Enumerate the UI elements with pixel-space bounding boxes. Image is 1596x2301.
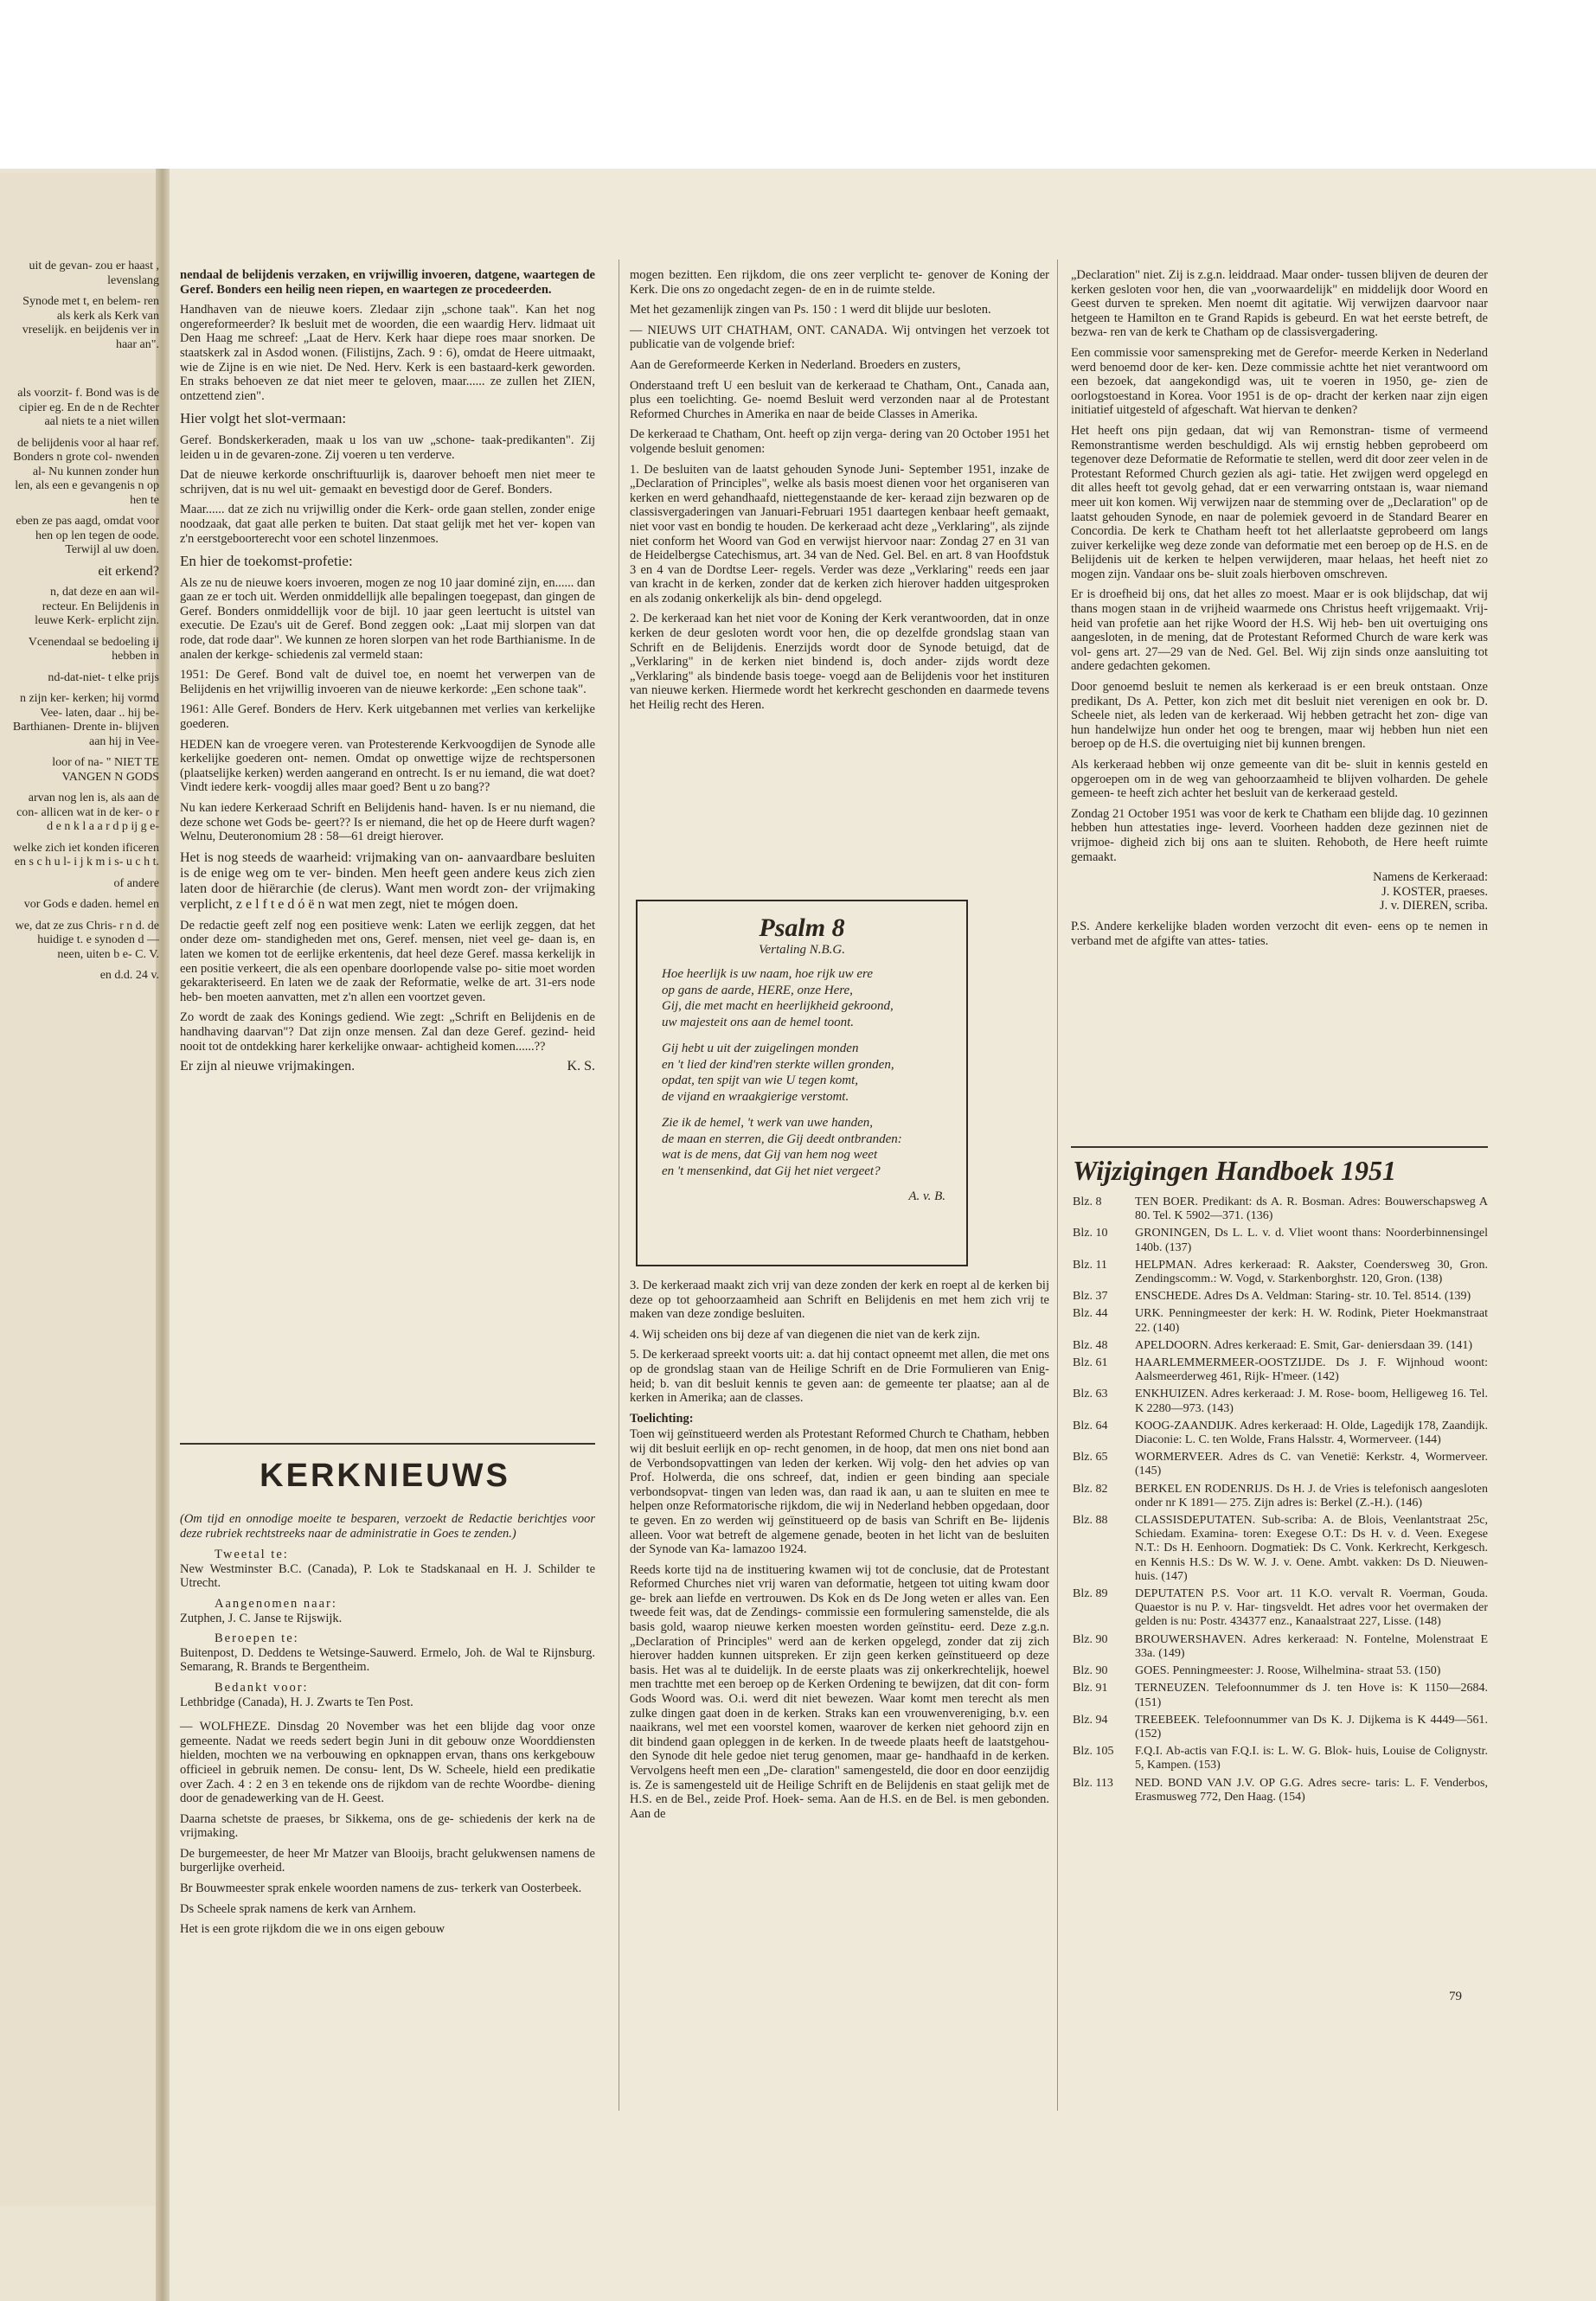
page-ref: Blz. 64: [1073, 1419, 1108, 1433]
paragraph: 3. De kerkeraad maakt zich vrij van deze zonden der kerk en roept al de kerken bij deze op tot gehoorzaamheid aan Schrift en Belijdenis en met hem zich vrij te maken van deze zondige besluiten.: [630, 1279, 1049, 1322]
signature-line: J. v. DIEREN, scriba.: [1379, 899, 1488, 913]
fragment: we, dat ze zus Chris- r n d. de huidige t. e synoden d — neen, uiten b e- C. V.: [15, 919, 159, 961]
psalm-title: Psalm 8: [759, 913, 845, 942]
paragraph: — WOLFHEZE. Dinsdag 20 November was het een blijde dag voor onze gemeente. Nadat we reeds sedert begin Juni in dit gebouw onze Woorddiensten hielden, mochten we na verbouwing en opknappen ervan, thans ons kerkgebouw officieel in gebruik nemen. De consu- lent, Ds W. Scheele, hield een predikatie over Zach. 4 : 2 en 3 en tekende ons de rijkdom van de rechte Woordbe- diening door de genadewerking van de H. Geest.: [180, 1720, 595, 1806]
fragment: arvan nog len is, als aan de con- allicen wat in de ker- o r d e n k l a a r d p ij g e-: [16, 792, 159, 833]
paragraph: „Declaration" niet. Zij is z.g.n. leiddraad. Maar onder- tussen blijven de deuren der kerken gesloten voor hen, die van „voorwaardelijk" en middelijk door Woord en Geest durven te spreken. Men noemt dit agitatie. Wij verwijzen daarvoor naar hetgeen te Hamilton en te Grand Rapids is gebeurd. En wat het eerste betreft, de bezwa- ren van de kerk te Chatham op de classisvergadering.: [1071, 268, 1488, 340]
list-item: [1073, 1514, 1488, 1584]
paragraph: Handhaven van de nieuwe koers. Zledaar zijn „schone taak". Kan het nog ongereformeerder? Ik besluit met de woorden, die een waardig Herv. lidmaat uit Den Haag me schreef: „Laat de Herv. Kerk haar diepe roes maar snorken. De staatskerk zal in Asdod wonen. (Filistijns, Zach. 9 : 6), omdat de Heere uitmaakt, wie de Zijne is en wie niet. De Ned. Herv. Kerk is een bastaard-kerk geworden. En straks behoeven ze dat niet meer te geloven, maar...... ze zullen het ZIEN, ontzettend zien".: [180, 303, 595, 403]
page-ref: Blz. 91: [1073, 1682, 1108, 1695]
list-item: [1073, 1339, 1488, 1353]
page-ref: Blz. 90: [1073, 1632, 1108, 1646]
paragraph: Zo wordt de zaak des Konings gediend. Wie zegt: „Schrift en Belijdenis en de handhaving daarvan"? Dat zijn onze mensen. Zal dan deze Geref. gezind- heid nooit tot de ontdekking harer kerkelijke onwaar- achtigheid komen......??: [180, 1010, 595, 1054]
page-ref: Blz. 8: [1073, 1195, 1102, 1208]
section-body: Buitenpost, D. Deddens te Wetsinge-Sauwerd. Ermelo, Joh. de Wal te Rijnsburg. Semarang, R. Brands te Bergentheim.: [180, 1645, 595, 1675]
section-body: Zutphen, J. C. Janse te Rijswijk.: [180, 1611, 343, 1625]
paragraph: Het is een grote rijkdom die we in ons eigen gebouw: [180, 1922, 445, 1937]
psalm-stanza: [662, 1041, 966, 1105]
entry-text: APELDOORN. Adres kerkeraad: E. Smit, Gar- deniersdaan 39. (141): [1135, 1338, 1473, 1352]
left-page-fragments: [12, 260, 159, 990]
paragraph: 5. De kerkeraad spreekt voorts uit: a. dat hij contact opneemt met allen, die met ons op de grondslag staan van de Heilige Schrift en de Drie Formulieren van Enig- heid; b. van dit besluit kennis te geven aan: de gemeente ter plaatse; aan al de kerken in Amerika; aan de classes.: [630, 1348, 1049, 1406]
entry-text: ENSCHEDE. Adres Ds A. Veldman: Staring- str. 10. Tel. 8514. (139): [1135, 1290, 1471, 1304]
psalm-line: en 't lied der kind'ren sterkte willen gronden,: [662, 1057, 894, 1072]
paragraph: — NIEUWS UIT CHATHAM, ONT. CANADA. Wij ontvingen het verzoek tot publicatie van de volgende brief:: [630, 323, 1049, 352]
section-head: Beroepen te:: [215, 1631, 299, 1646]
psalm-line: en 't mensenkind, dat Gij het niet vergeet?: [662, 1163, 881, 1178]
paragraph: 4. Wij scheiden ons bij deze af van diegenen die niet van de kerk zijn.: [630, 1327, 981, 1342]
column-2-continued: [630, 1279, 1049, 1827]
list-item: [1073, 1307, 1488, 1335]
list-item: [1073, 1420, 1488, 1447]
column-1: [180, 268, 595, 1080]
signature-line: Namens de Kerkeraad:: [1373, 870, 1488, 885]
entry-text: KOOG-ZAANDIJK. Adres kerkeraad: H. Olde, Lagedijk 178, Zaandijk. Diaconie: L. C. ten Wolde, Frans Halsstr. 4, Wormerveer. (144): [1135, 1419, 1488, 1447]
closing-signature: K. S.: [567, 1059, 595, 1074]
entry-text: NED. BOND VAN J.V. OP G.G. Adres secre- taris: L. F. Venderbos, Erasmusweg 772, Den Haag. (154): [1135, 1776, 1488, 1804]
fragment: als voorzit- f. Bond was is de cipier eg. En de n de Rechter aal niets te a niet willen: [17, 387, 159, 428]
page-ref: Blz. 10: [1073, 1227, 1108, 1240]
page-ref: Blz. 61: [1073, 1356, 1108, 1370]
psalm-line: Gij hebt u uit der zuigelingen monden: [662, 1042, 859, 1055]
page-ref: Blz. 65: [1073, 1451, 1108, 1465]
entry-text: DEPUTATEN P.S. Voor art. 11 K.O. vervalt R. Voerman, Gouda. Quaestor is nu P. v. Har- tingsveldt. Het adres voor het overmaken der gelden is nu: Postr. 434377 enz., Kanaalstraat 227, Lisse. (148): [1135, 1587, 1488, 1629]
paragraph: 1961: Alle Geref. Bonders de Herv. Kerk uitgebannen met verlies van kerkelijke goederen.: [180, 702, 595, 732]
psalm-line: de maan en sterren, die Gij deedt ontbranden:: [662, 1131, 902, 1146]
fragment: of andere: [113, 876, 159, 890]
paragraph: Onderstaand treft U een besluit van de kerkeraad te Chatham, Ont., Canada aan, plus een toelichting. Ge- noemd Besluit werd verzonden naar al de Protestant Reformed Churches in Amerika en naar de beide Classes in Amerika.: [630, 378, 1049, 421]
kerknieuws-column: [180, 1512, 595, 1943]
paragraph: Door genoemd besluit te nemen als kerkeraad is er een breuk ontstaan. Onze predikant, Ds A. Petter, kon zich met dit besluit niet verenigen en ook br. D. Scheele niet, als leden van de kerkeraad. Wij hebben getracht het zon- dige van hun handelwijze hun onder het oog te brengen, maar wij hebben hun niet een beroep op de H.S. die overtuiging niet bij kunnen brengen.: [1071, 680, 1488, 752]
psalm-line: Zie ik de hemel, 't werk van uwe handen,: [662, 1116, 873, 1130]
paragraph: mogen bezitten. Een rijkdom, die ons zeer verplicht te- genover de Koning der Kerk. Die ons zo ongedacht zegen- de en in de ruimte stelde.: [630, 268, 1049, 297]
list-item: [1073, 1682, 1488, 1709]
psalm-box: [636, 900, 968, 1266]
column-2: [630, 268, 1049, 719]
psalm-line: Gij, die met macht en heerlijkheid gekroond,: [662, 999, 894, 1013]
paragraph: Daarna schetste de praeses, br Sikkema, ons de ge- schiedenis der kerk na de vrijmaking.: [180, 1811, 595, 1841]
subheading: Toelichting:: [630, 1411, 694, 1426]
page-ref: Blz. 82: [1073, 1482, 1108, 1496]
paragraph: P.S. Andere kerkelijke bladen worden verzocht dit even- eens op te nemen in verband met de afgifte van attes- taties.: [1071, 919, 1488, 948]
paragraph: Nu kan iedere Kerkeraad Schrift en Belijdenis hand- haven. Is er nu niemand, die deze schone wet Gods be- geert?? Is er niemand, die het op de Heere durft wagen? Welnu, Deuteronomium 28 : 58—61 dreigt hierover.: [180, 801, 595, 844]
fragment: de belijdenis voor al haar ref. Bonders n grote col- nwenden al- Nu kunnen zonder hun len, als een e gevangenis n op hen te: [13, 436, 159, 507]
paragraph: Maar...... dat ze zich nu vrijwillig onder die Kerk- orde gaan stellen, zonder enige noodzaak, dat gaat alle perken te buiten. Dat staat gelijk met het ver- kopen van z'n eerstgeboorterecht voor een schotel linzenmoes.: [180, 503, 595, 546]
entry-text: TEN BOER. Predikant: ds A. R. Bosman. Adres: Bouwerschapsweg A 80. Tel. K 5902—371. (136): [1135, 1195, 1488, 1223]
paragraph: Er is droefheid bij ons, dat het alles zo moest. Maar er is ook blijdschap, dat wij thans mogen staan in de vrijheid waarmede ons Christus heeft vrijgemaakt. Vrij- heid van profetie aan het rijke Woord der H.S. Wij heb- ben uit overtuiging ons aangesloten, in de mening, dat de Protestant Reformed Church de ware kerk was vol- gens art. 27—29 van de Ned. Gel. Bel. Wij zijn sinds onze aansluiting tot andere gedachten gekomen.: [1071, 587, 1488, 674]
closing-text: Er zijn al nieuwe vrijmakingen.: [180, 1059, 356, 1074]
list-item: [1073, 1714, 1488, 1741]
page-ref: Blz. 89: [1073, 1587, 1108, 1601]
psalm-line: Hoe heerlijk is uw naam, hoe rijk uw ere: [662, 967, 873, 981]
entry-text: GOES. Penningmeester: J. Roose, Wilhelmina- straat 53. (150): [1135, 1664, 1441, 1678]
section-head: Bedankt voor:: [215, 1680, 309, 1695]
fragment: eit erkend?: [98, 563, 159, 579]
entry-text: HAARLEMMERMEER-OOSTZIJDE. Ds J. F. Wijnhoud woont: Aalsmeerderweg 461, Rijk- H'meer. (142): [1135, 1356, 1488, 1384]
paragraph: Met het gezamenlijk zingen van Ps. 150 : 1 werd dit blijde uur besloten.: [630, 303, 991, 317]
paragraph: 1951: De Geref. Bond valt de duivel toe, en noemt het verwerpen van de Belijdenis en het vrijwillig invoeren van de nieuwe kerkorde: „Een schone taak".: [180, 668, 595, 696]
section-rule: [180, 1443, 595, 1445]
fragment: Vcenendaal se bedoeling ij hebben in: [28, 635, 159, 663]
page-ref: Blz. 11: [1073, 1258, 1107, 1272]
paragraph: Als kerkeraad hebben wij onze gemeente van dit be- sluit in kennis gesteld en opgeroepen om in de weg van gehoorzaamheid te blijven volharden. De gehele gemeen- te heeft zich achter het besluit van de kerkeraad gesteld.: [1071, 758, 1488, 801]
psalm-line: uw majesteit ons aan de hemel toont.: [662, 1015, 855, 1029]
page-ref: Blz. 37: [1073, 1290, 1108, 1304]
list-item: [1073, 1356, 1488, 1384]
psalm-subtitle: Vertaling N.B.G.: [759, 943, 845, 957]
paragraph: Als ze nu de nieuwe koers invoeren, mogen ze nog 10 jaar dominé zijn, en...... dan gaan ze er toch uit. Werden onmiddellijk alle bepalingen toegepast, dan gingen de Geref. Bonders onmiddellijk voor de bijl. 10 jaar geen leertucht is uitstel van executie. De Ezau's uit de Geref. Bond zeggen ook: „Laat mij slorpen van dat rode, dat rode daar". We kunnen ze horen slorpen van het rode Barthianisme. In de analen der kerkge- schiedenis zal vermeld staan:: [180, 575, 595, 662]
page-ref: Blz. 88: [1073, 1514, 1108, 1528]
paragraph: nendaal de belijdenis verzaken, en vrijwillig invoeren, datgene, waartegen de Geref. Bonders een heilig neen riepen, en waartegen ze procedeerden.: [180, 268, 595, 297]
entry-text: TERNEUZEN. Telefoonnummer ds J. ten Hove is: K 1150—2684. (151): [1135, 1682, 1488, 1709]
list-item: [1073, 1587, 1488, 1630]
psalm-signature: A. v. B.: [908, 1189, 945, 1203]
entry-text: BERKEL EN RODENRIJS. Ds H. J. de Vries is telefonisch aangesloten onder nr K 1891— 275. Zijn adres is: Berkel (Z.-H.). (146): [1135, 1482, 1488, 1509]
kerknieuws-title: KERKNIEUWS: [260, 1458, 510, 1494]
list-item: [1073, 1777, 1488, 1804]
paragraph: HEDEN kan de vroegere veren. van Protesterende Kerkvoogdijen de Synode alle kerkelijke goederen ont- nemen. Omdat op onwettige wijze de rechtspersonen (plaatselijke kerken) werden aangerand en ontrecht. Is er nu iemand, die wat doet? Vindt iedere kerk- voogdij alles maar goed? Bent u zo bang??: [180, 737, 595, 795]
paragraph: De redactie geeft zelf nog een positieve wenk: Laten we eerlijk zeggen, dat het onder deze om- standigheden met ons, Geref. mensen, niet veel ge- daan is, en laten we komen tot de eerlijke erkentenis, dat heel deze Geref. massa kerkelijk in een positie verkeert, die als een openbare doorlopende valse po- sitie moet worden gekarakteriseerd. En laten we de zaak der Reformatie, welke de art. 31-ers node heb- ben moeten aanvatten, met z'n allen een voortzet geven.: [180, 918, 595, 1004]
page-ref: Blz. 94: [1073, 1713, 1108, 1727]
list-item: [1073, 1259, 1488, 1286]
list-item: [1073, 1388, 1488, 1415]
entry-text: GRONINGEN, Ds L. L. v. d. Vliet woont thans: Noorderbinnensingel 140b. (137): [1135, 1227, 1488, 1254]
psalm-stanza: [662, 1115, 966, 1179]
entry-text: CLASSISDEPUTATEN. Sub-scriba: A. de Blois, Veenlantstraat 25c, Schiedam. Examina- toren: Exegese O.T.: Ds H. v. d. Veen. Exegese N.T.: Ds H. Eenhoorn. Dogmatiek: Ds C. Vonk. Kerkrecht, Kerkgesch. en Kennis H.S.: Ds W. W. J. v. Oene. Ambt. vakken: Ds D. Nieuwen- huis. (147): [1135, 1514, 1488, 1583]
column-3: [1071, 268, 1488, 954]
psalm-line: wat is de mens, dat Gij van hem nog weet: [662, 1148, 878, 1162]
section-head: Tweetal te:: [215, 1548, 289, 1562]
page-ref: Blz. 105: [1073, 1745, 1114, 1759]
section-body: New Westminster B.C. (Canada), P. Lok te Stadskanaal en H. J. Schilder te Utrecht.: [180, 1561, 595, 1591]
section-body: Lethbridge (Canada), H. J. Zwarts te Ten Post.: [180, 1695, 413, 1709]
column-divider: [1057, 260, 1058, 2111]
fragment: welke zich iet konden ificeren en s c h u l- i j k m i s- u c h t.: [13, 841, 159, 868]
psalm-line: opdat, ten spijt van wie U tegen komt,: [662, 1074, 859, 1087]
fragment: uit de gevan- zou er haast , levenslang: [29, 260, 159, 287]
kerknieuws-note: (Om tijd en onnodige moeite te besparen, verzoekt de Redactie berichtjes voor deze rubriek rechtstreeks naar de administratie in Goes te zenden.): [180, 1512, 595, 1541]
fragment: n, dat deze en aan wil- recteur. En Belijdenis in leuwe Kerk- erplicht zijn.: [35, 586, 159, 627]
fragment: eben ze pas aagd, omdat voor hen op len tegen de oode. Terwijl al uw doen.: [16, 515, 159, 556]
entry-text: BROUWERSHAVEN. Adres kerkeraad: N. Fontelne, Molenstraat E 33a. (149): [1135, 1632, 1488, 1660]
page-ref: Blz. 90: [1073, 1664, 1108, 1678]
section-head: Aangenomen naar:: [215, 1596, 337, 1611]
paragraph: Het is nog steeds de waarheid: vrijmaking van on- aanvaardbare besluiten is de enige weg om te ver- binden. Men heeft geen andere keus zich zien laten door de hiërarchie (de clerus). Want men wordt zon- der vrijmaking verplicht, z e l f t e d ó ë n wat men zegt, niet te mógen doen.: [180, 849, 595, 912]
psalm-line: de vijand en wraakgierige verstomt.: [662, 1089, 849, 1104]
fragment: n zijn ker- kerken; hij vormd Vee- laten, daar .. hij be- Barthianen- Drente in- blijven aan hij in Vee-: [12, 692, 159, 748]
list-item: [1073, 1290, 1488, 1304]
list-item: [1073, 1745, 1488, 1772]
paragraph: Een commissie voor samenspreking met de Gerefor- meerde Kerken in Nederland werd benoemd door de ker- ken. Deze commissie achtte het niet verantwoord om een bezoek, dat aangekondigd was, uit te voeren in 1950, ge- zien de oorlogstoestand in Korea. Voor 1951 is de op- dracht der kerken naar zijn eigen initiatief uitgesteld of afgeschaft. Wat hiervan te denken?: [1071, 345, 1488, 418]
paragraph: Het heeft ons pijn gedaan, dat wij van Remonstran- tisme of vermeend Remonstrantisme werden beschuldigd. Als wij ernstig hebben geprobeerd om tegenover deze Deformatie de Reformatie te stellen, werd dit door zeer velen in de Protestant Reformed Church gezien als agi- tatie. Het zwijgen werd opgelegd en dit alles heeft tot gevolg gehad, dat er een verwarring ontstaan is, waar niemand meer uit kon komen. Wij verwijzen naar de stemming over de „Declaration" op de laatst gehouden Synode, en naar de polemiek gevoerd in de Standard Bearer en Concordia. De kerk te Chatham heeft tot het allerlaatste geprobeerd om langs zuiver kerkelijke weg deze zonde van deformatie met een beroep op de H.S. en de Belijdenis uit de kerken te helpen verwijderen, maar helaas, het heeft niet zo mogen zijn. Vandaar ons be- sluit zoals hierboven omschreven.: [1071, 423, 1488, 581]
fragment: loor of na- " NIET TE VANGEN N GODS: [52, 756, 159, 784]
entry-text: F.Q.I. Ab-actis van F.Q.I. is: L. W. G. Blok- huis, Louise de Colignystr. 5, Kampen. (153): [1135, 1745, 1488, 1772]
fragment: vor Gods e daden. hemel en: [23, 898, 159, 911]
page-ref: Blz. 113: [1073, 1776, 1113, 1790]
paragraph: De kerkeraad te Chatham, Ont. heeft op zijn verga- dering van 20 October 1951 het volgende besluit genomen:: [630, 427, 1049, 456]
fragment: Synode met t, en belem- ren als kerk als Kerk van vreselijk. en beijdenis ver in haar an".: [22, 295, 159, 351]
wijzigingen-title: Wijzigingen Handboek 1951: [1073, 1155, 1396, 1186]
fragment: en d.d. 24 v.: [99, 969, 159, 982]
list-item: [1073, 1451, 1488, 1478]
entry-text: WORMERVEER. Adres ds C. van Venetië: Kerkstr. 4, Wormerveer. (145): [1135, 1451, 1488, 1478]
list-item: [1073, 1664, 1488, 1678]
page-ref: Blz. 63: [1073, 1388, 1108, 1401]
list-item: [1073, 1195, 1488, 1223]
entry-text: TREEBEEK. Telefoonnummer van Ds K. J. Dijkema is K 4449—561. (152): [1135, 1713, 1488, 1740]
closing-line: [180, 1060, 595, 1074]
subheading: En hier de toekomst-profetie:: [180, 553, 353, 570]
psalm-stanza: [662, 966, 966, 1030]
paragraph: Geref. Bondskerkeraden, maak u los van uw „schone- taak-predikanten". Zij leiden u in de gevaren-zone. Zij voeren u ten verderve.: [180, 433, 595, 462]
subheading: Hier volgt het slot-vermaan:: [180, 410, 347, 427]
paragraph: 2. De kerkeraad kan het niet voor de Koning der Kerk verantwoorden, dat in onze kerken de deur gesloten wordt voor hen, die op dezelfde grondslag staan van Schrift en de Belijdenis. Enerzijds wordt door de Synode betuigd, dat de „Verklaring" in de kerken niet bindend is, doch ander- zijds wordt deze „Verklaring" als bindende basis toege- voegd aan de Belijdenis voor het instituren van nieuwe kerken. Hiermede wordt het kerkrecht geschonden en daarmede tevens het Heilig recht des Heren.: [630, 612, 1049, 713]
page-ref: Blz. 44: [1073, 1307, 1108, 1321]
paragraph: De burgemeester, de heer Mr Matzer van Blooijs, bracht gelukwensen namens de burgerlijke overheid.: [180, 1846, 595, 1875]
paragraph: Br Bouwmeester sprak enkele woorden namens de zus- terkerk van Oosterbeek.: [180, 1881, 582, 1896]
list-item: [1073, 1483, 1488, 1510]
wijzigingen-list: [1073, 1195, 1488, 1808]
paragraph: 1. De besluiten van de laatst gehouden Synode Juni- September 1951, inzake de „Declaration of Principles", welke als basis moest dienen voor het organiseren van kerken en werd gehandhaafd, niettegenstaande de ker- keraad zijn bezwaren op de classisvergaderingen van Januari-Februari 1951 daartegen kenbaar heeft gemaakt, niet voor vast en bondig te houden. De kerkeraad acht deze „Verklaring", als zijnde niet conform het Woord van God en verwijst hiervoor naar: Zondag 27 en 31 van de Heidelbergse Catechismus, art. 34 van de Ned. Gel. Bel. en art. 8 van Hoofdstuk 3 en 4 van de Dordtse Leer- regels. Verder was deze „Verklaring" reeds een jaar van kracht in de kerken, zonder dat de kerken zich hierover hadden uitgesproken en als zodanig onkerkelijk als bin- dend opgelegd.: [630, 462, 1049, 606]
signature-line: J. KOSTER, praeses.: [1381, 884, 1488, 899]
entry-text: ENKHUIZEN. Adres kerkeraad: J. M. Rose- boom, Helligeweg 16. Tel. K 2280—973. (143): [1135, 1388, 1488, 1415]
paragraph: Toen wij geïnstitueerd werden als Protestant Reformed Church te Chatham, hebben wij dit besluit eerlijk en op- recht genomen, in de hoop, dat men ons niet bond aan de Verbondsopvattingen van leden der kerken. Wij volg- den het advies op van Prof. Holwerda, die ons schreef, dat, indien er geen binding aan speciale verbondsopvat- tingen van leden was, dan raad ik aan, u aan te sluiten en mee te helpen onze Reformatorische rijkdom, die wij in Nederland hebben opgedaan, door te geven. En zo werden wij geïnstitueerd op de basis van Schrift en Be- lijdenis alleen. Voor wat betreft de algemene genade, beoten in het licht van de besluiten der Synode van Ka- lamazoo 1924.: [630, 1427, 1049, 1557]
paragraph: Reeds korte tijd na de instituering kwamen wij tot de conclusie, dat de Protestant Reformed Churches niet vrij waren van deformatie, hetgeen tot uiting kwam door ge- brek aan liefde en vertrouwen. Ds Kok en ds De Jong weten er alles van. Een tweede feit was, dat de Zendings- commissie een formulering samenstelde, die als basis gold, waarop nieuwe kerken moesten worden geïnstitu- eerd. Deze z.g.n. „Declaration of Principles" werd aan de kerken opgelegd, zonder dat zij zich hierover hadden kunnen uitspreken. Er zijn geen kerken geïnstitueerd op deze basis. Het was al te duidelijk. In de eerste plaats was zij onkerkrechtelijk, hoewel men trachtte met een beroep op de Kerken Ordening te bewijzen, dat dit con- form Gods Woord was. O.i. werd dit niet bewezen. Waar komt men terecht als men zulke dingen gaat doen in de kerken. Straks kan een vrouwenvereniging, b.v. een naaikrans, wel met een voorstel komen, waarover de kerken niet gehoord zijn en dit bindend gaan opleggen in de kerken. In de tweede plaats heeft de laatstgehou- den Synode dit hele gedoe niet terug genomen, maar ge- handhaafd in de kerken. Vervolgens heeft men een „De- claration" samengesteld, die door en door eenzijdig is. Ze is samengesteld uit de Heilige Schrift en de Belijdenis en staat gelijk met de H.S. en de Bel., zeide Prof. Hoek- sema. Aan de H.S. en de Bel. is men gebonden. Aan de: [630, 1562, 1049, 1821]
list-item: [1073, 1633, 1488, 1661]
paragraph: Aan de Gereformeerde Kerken in Nederland. Broeders en zusters,: [630, 357, 961, 372]
list-item: [1073, 1227, 1488, 1254]
fragment: nd-dat-niet- t elke prijs: [48, 670, 159, 684]
page-ref: Blz. 48: [1073, 1338, 1108, 1352]
entry-text: URK. Penningmeester der kerk: H. W. Rodink, Pieter Hoekmanstraat 22. (140): [1135, 1307, 1488, 1335]
psalm-line: op gans de aarde, HERE, onze Here,: [662, 983, 853, 997]
page-number: 79: [1449, 1990, 1462, 2003]
paragraph: Ds Scheele sprak namens de kerk van Arnhem.: [180, 1901, 417, 1916]
paragraph: Dat de nieuwe kerkorde onschriftuurlijk is, daarover behoeft men niet meer te schrijven, dat is nu wel uit- gemaakt en bevestigd door de Geref. Bonders.: [180, 468, 595, 497]
entry-text: HELPMAN. Adres kerkeraad: R. Aakster, Coendersweg 30, Gron. Zendingscomm.: W. Vogd, v. Starkenborghstr. 120, Gron. (138): [1135, 1258, 1488, 1286]
section-rule: [1071, 1146, 1488, 1148]
paragraph: Zondag 21 October 1951 was voor de kerk te Chatham een blijde dag. 10 gezinnen hebben hun attestaties inge- leverd. Voorheen hadden deze gezinnen niet de vrijmoe- digheid zich bij ons aan te sluiten. Rehoboth, de Here heeft ruimte gemaakt.: [1071, 806, 1488, 864]
